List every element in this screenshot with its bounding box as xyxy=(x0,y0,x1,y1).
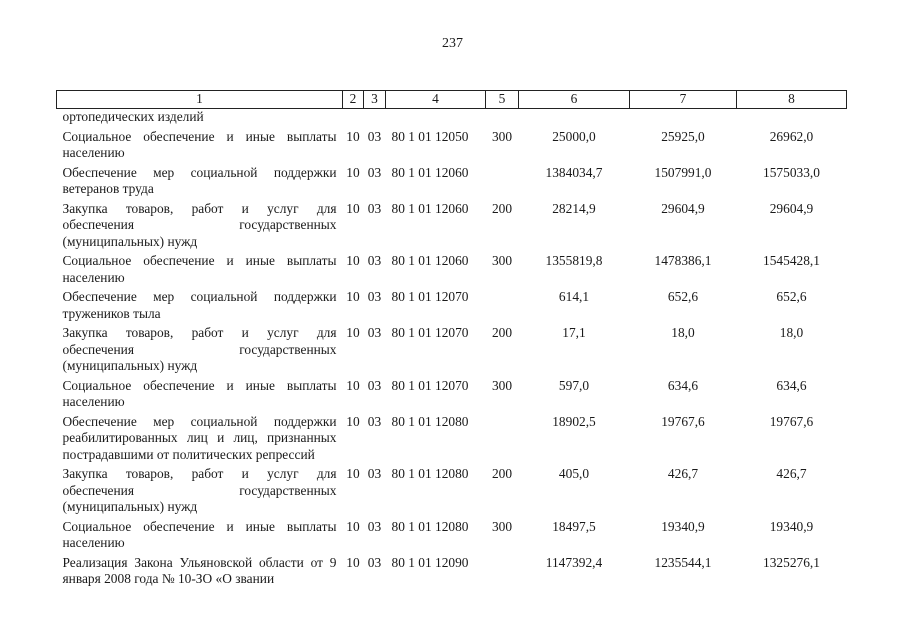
page-number: 237 xyxy=(442,36,463,51)
target-code-cell: 80 1 01 12060 xyxy=(391,253,469,268)
col-header-2: 2 xyxy=(343,91,364,109)
expense-type-cell xyxy=(486,162,519,198)
row-name-cell: Закупка товаров, работ и услуг для обеспечения государственных (муниципальных) нужд xyxy=(62,325,337,373)
amount-year1-cell: 597,0 xyxy=(558,377,590,393)
amount-year2-cell: 426,7 xyxy=(667,466,699,481)
col-header-7: 7 xyxy=(630,91,737,109)
amount-year1-cell: 25000,0 xyxy=(552,128,596,144)
subsection-cell: 03 xyxy=(367,289,382,304)
amount-year3-cell: 1545428,1 xyxy=(763,253,820,268)
amount-year2-cell: 652,6 xyxy=(667,289,699,304)
subsection-cell: 03 xyxy=(367,554,382,570)
target-code-cell: 80 1 01 12090 xyxy=(391,554,469,570)
table-row xyxy=(57,109,847,126)
section-cell: 10 xyxy=(346,289,360,304)
subsection-cell: 03 xyxy=(367,413,382,429)
table-row xyxy=(57,126,847,162)
table-row xyxy=(57,286,847,322)
amount-year2-cell: 19340,9 xyxy=(661,518,705,534)
amount-year3-cell: 19340,9 xyxy=(769,518,814,534)
section-cell: 10 xyxy=(346,164,360,180)
target-code-cell: 80 1 01 12060 xyxy=(391,200,469,216)
amount-year2-cell: 19767,6 xyxy=(661,413,705,429)
section-cell: 10 xyxy=(346,200,360,216)
expense-type-cell: 300 xyxy=(491,518,513,534)
target-code-cell: 80 1 01 12070 xyxy=(391,325,469,340)
table-row xyxy=(57,250,847,286)
amount-year1-cell: 405,0 xyxy=(558,466,590,481)
expense-type-cell: 200 xyxy=(491,325,513,340)
col-header-6: 6 xyxy=(519,91,630,109)
amount-year2-cell: 18,0 xyxy=(671,325,695,340)
amount-year3-cell: 426,7 xyxy=(776,466,807,481)
row-name-cell: Обеспечение мер социальной поддержки ветеранов труда xyxy=(62,164,337,196)
row-name-cell: ортопедических изделий xyxy=(62,109,204,124)
expense-type-cell: 200 xyxy=(491,466,513,481)
subsection-cell xyxy=(364,109,386,126)
subsection-cell: 03 xyxy=(367,325,382,340)
target-code-cell: 80 1 01 12080 xyxy=(391,466,469,481)
amount-year3-cell: 1575033,0 xyxy=(763,164,820,180)
target-code-cell: 80 1 01 12050 xyxy=(391,128,469,144)
budget-table xyxy=(56,90,847,588)
row-name-cell: Закупка товаров, работ и услуг для обеспечения государственных (муниципальных) нужд xyxy=(62,200,337,249)
target-code-cell xyxy=(386,109,486,126)
subsection-cell: 03 xyxy=(367,164,382,180)
target-code-cell: 80 1 01 12070 xyxy=(391,289,469,304)
amount-year1-cell xyxy=(519,109,630,126)
section-cell: 10 xyxy=(346,518,360,534)
subsection-cell: 03 xyxy=(367,377,382,393)
target-code-cell: 80 1 01 12060 xyxy=(391,164,469,180)
amount-year3-cell xyxy=(737,109,847,126)
subsection-cell: 03 xyxy=(367,200,382,216)
amount-year1-cell: 1384034,7 xyxy=(545,164,603,180)
section-cell: 10 xyxy=(346,413,360,429)
subsection-cell: 03 xyxy=(367,128,382,144)
amount-year3-cell: 19767,6 xyxy=(769,413,814,429)
row-name-cell: Обеспечение мер социальной поддержки реабилитированных лиц и лиц, признанных пострадавшими от политических репрессий xyxy=(62,413,337,462)
column-number-header xyxy=(57,91,847,109)
amount-year3-cell: 18,0 xyxy=(779,325,804,340)
row-name-cell: Закупка товаров, работ и услуг для обеспечения государственных (муниципальных) нужд xyxy=(62,466,337,514)
amount-year2-cell: 25925,0 xyxy=(661,128,705,144)
section-cell: 10 xyxy=(346,253,360,268)
table-row xyxy=(57,162,847,198)
section-cell xyxy=(343,109,364,126)
amount-year1-cell: 1147392,4 xyxy=(545,554,603,570)
amount-year2-cell: 29604,9 xyxy=(661,200,705,216)
expense-type-cell xyxy=(486,109,519,126)
amount-year1-cell: 18497,5 xyxy=(552,518,596,534)
expense-type-cell: 300 xyxy=(491,128,513,144)
col-header-1: 1 xyxy=(57,91,343,109)
table-body xyxy=(57,109,847,588)
expense-type-cell: 300 xyxy=(491,377,513,393)
row-name-cell: Социальное обеспечение и иные выплаты населению xyxy=(62,377,337,409)
subsection-cell: 03 xyxy=(367,466,382,481)
amount-year1-cell: 18902,5 xyxy=(552,413,596,429)
amount-year3-cell: 26962,0 xyxy=(769,128,814,144)
expense-type-cell xyxy=(486,552,519,588)
amount-year2-cell: 634,6 xyxy=(667,377,699,393)
section-cell: 10 xyxy=(346,377,360,393)
row-name-cell: Социальное обеспечение и иные выплаты населению xyxy=(62,518,337,550)
amount-year1-cell: 17,1 xyxy=(562,325,586,340)
row-name-cell: Социальное обеспечение и иные выплаты населению xyxy=(62,128,337,160)
subsection-cell: 03 xyxy=(367,518,382,534)
row-name-cell: Обеспечение мер социальной поддержки тружеников тыла xyxy=(62,289,337,321)
amount-year3-cell: 652,6 xyxy=(776,289,807,304)
table-row xyxy=(57,375,847,411)
amount-year2-cell: 1478386,1 xyxy=(654,253,712,268)
table-row xyxy=(57,552,847,588)
target-code-cell: 80 1 01 12080 xyxy=(391,518,469,534)
amount-year2-cell: 1507991,0 xyxy=(654,164,712,180)
expense-type-cell: 300 xyxy=(491,253,513,268)
amount-year1-cell: 614,1 xyxy=(558,289,590,304)
row-name-cell: Реализация Закона Ульяновской области от 9 января 2008 года № 10-ЗО «О звании xyxy=(62,554,337,586)
table-row xyxy=(57,463,847,516)
amount-year2-cell xyxy=(630,109,737,126)
table-row xyxy=(57,198,847,251)
amount-year2-cell: 1235544,1 xyxy=(654,554,712,570)
expense-type-cell xyxy=(486,411,519,464)
target-code-cell: 80 1 01 12080 xyxy=(391,413,469,429)
amount-year3-cell: 29604,9 xyxy=(769,200,814,216)
col-header-5: 5 xyxy=(486,91,519,109)
amount-year3-cell: 634,6 xyxy=(776,377,807,393)
subsection-cell: 03 xyxy=(367,253,382,268)
expense-type-cell xyxy=(486,286,519,322)
section-cell: 10 xyxy=(346,466,360,481)
amount-year3-cell: 1325276,1 xyxy=(763,554,820,570)
row-name-cell: Социальное обеспечение и иные выплаты населению xyxy=(62,253,337,285)
amount-year1-cell: 1355819,8 xyxy=(545,253,603,268)
amount-year1-cell: 28214,9 xyxy=(552,200,596,216)
col-header-3: 3 xyxy=(364,91,386,109)
table-row xyxy=(57,516,847,552)
section-cell: 10 xyxy=(346,554,360,570)
col-header-4: 4 xyxy=(386,91,486,109)
section-cell: 10 xyxy=(346,128,360,144)
target-code-cell: 80 1 01 12070 xyxy=(391,377,469,393)
section-cell: 10 xyxy=(346,325,360,340)
table-row xyxy=(57,411,847,464)
expense-type-cell: 200 xyxy=(491,200,513,216)
col-header-8: 8 xyxy=(737,91,847,109)
table-row xyxy=(57,322,847,375)
